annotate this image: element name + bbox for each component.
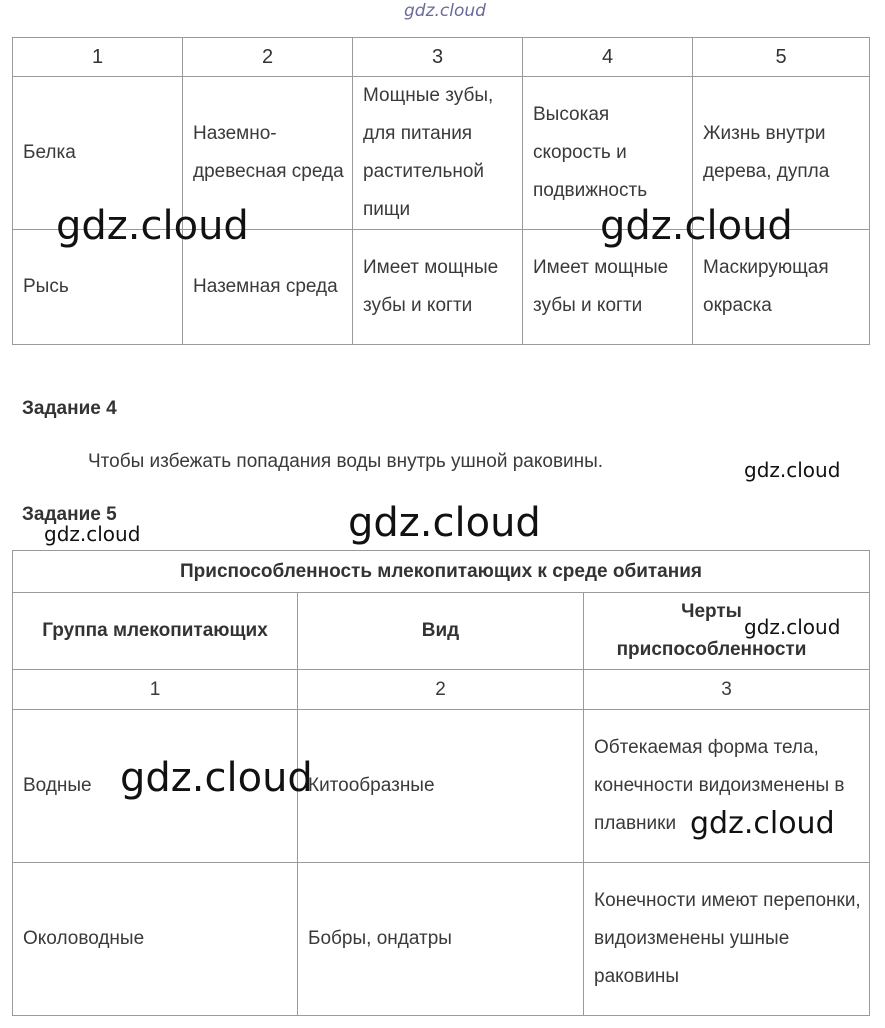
table-cell: Бобры, ондатры [298, 863, 584, 1016]
header-cell: 2 [183, 38, 353, 77]
table-cell: Китообразные [298, 710, 584, 863]
table-cell: Маскирующая окраска [693, 230, 870, 345]
habitat-table [12, 37, 870, 345]
watermark-top: gdz.cloud [404, 1, 486, 21]
table-cell: Обтекаемая форма тела, конечности видоизменены в плавники [584, 710, 870, 863]
number-cell: 2 [298, 670, 584, 710]
table-cell: Рысь [13, 230, 183, 345]
table-cell: Жизнь внутри дерева, дупла [693, 77, 870, 230]
table-cell: Наземная среда [183, 230, 353, 345]
table-cell: Имеет мощные зубы и когти [523, 230, 693, 345]
number-cell: 1 [13, 670, 298, 710]
task5-title: Задание 5 [22, 504, 117, 525]
header-cell: 1 [13, 38, 183, 77]
table-title: Приспособленность млекопитающих к среде обитания [13, 551, 870, 593]
table-cell: Белка [13, 77, 183, 230]
watermark: gdz.cloud [744, 615, 841, 639]
task4-answer: Чтобы избежать попадания воды внутрь ушной раковины. [88, 451, 604, 472]
table-cell: Имеет мощные зубы и когти [353, 230, 523, 345]
table-number-row [13, 670, 870, 710]
header-cell: Группа млекопитающих [13, 593, 298, 670]
watermark: gdz.cloud [600, 203, 793, 249]
watermark: gdz.cloud [44, 522, 141, 546]
header-cell: 5 [693, 38, 870, 77]
header-cell: 4 [523, 38, 693, 77]
watermark: gdz.cloud [56, 203, 249, 249]
task4-title: Задание 4 [22, 398, 117, 419]
table-cell: Водные [13, 710, 298, 863]
table-cell: Конечности имеют перепонки, видоизменены ушные раковины [584, 863, 870, 1016]
table-cell: Околоводные [13, 863, 298, 1016]
table-row [13, 863, 870, 1016]
watermark: gdz.cloud [690, 806, 835, 841]
table-cell: Наземно-древесная среда [183, 77, 353, 230]
table-header-row [13, 593, 870, 670]
header-cell: 3 [353, 38, 523, 77]
table-title-row [13, 551, 870, 593]
header-cell: Вид [298, 593, 584, 670]
table-cell: Высокая скорость и подвижность [523, 77, 693, 230]
number-cell: 3 [584, 670, 870, 710]
watermark: gdz.cloud [744, 458, 841, 482]
header-cell: Черты приспособленности [584, 593, 870, 670]
table-cell: Мощные зубы, для питания растительной пищи [353, 77, 523, 230]
table-header-row [13, 38, 870, 77]
watermark: gdz.cloud [120, 755, 313, 801]
watermark: gdz.cloud [348, 500, 541, 546]
